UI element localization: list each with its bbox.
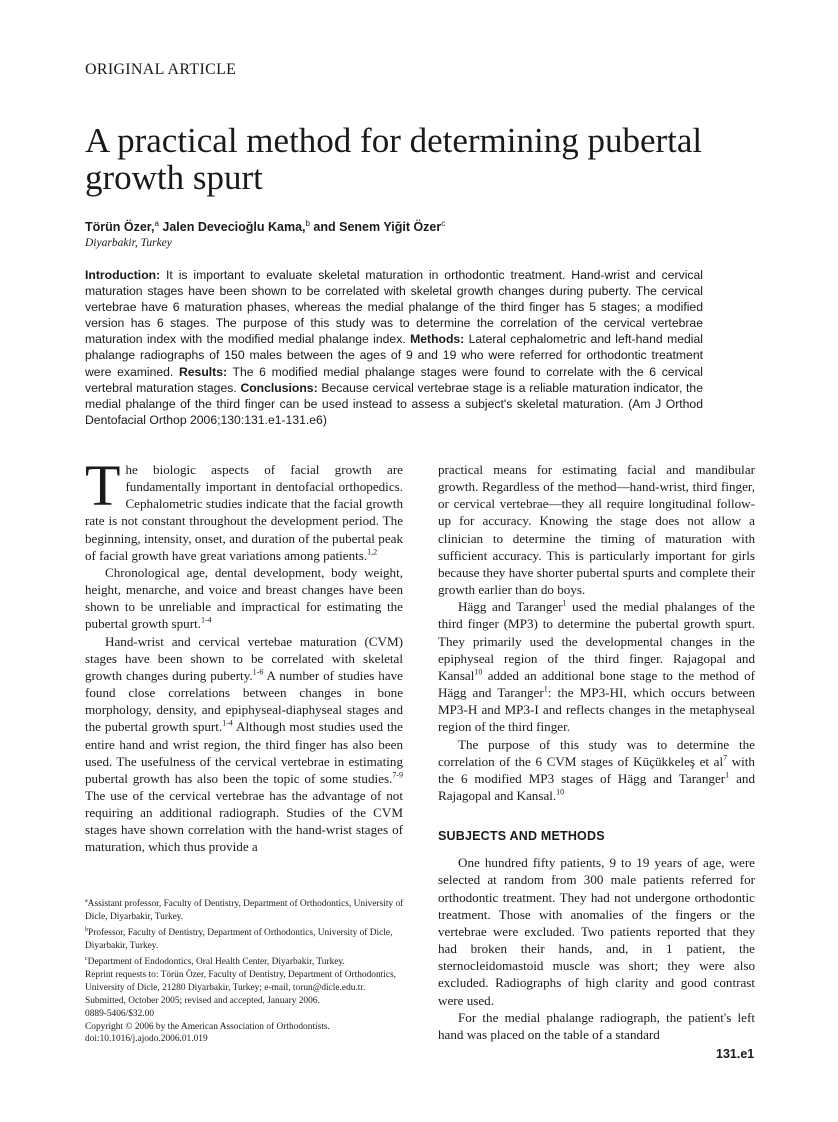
footnote-mark: c <box>85 955 88 962</box>
paragraph-text: A number of studies have found close correlations between changes in bone morphology, density, and epiphyseal-diaphyseal stages and the pubertal growth spurt. <box>85 667 403 735</box>
footnote <box>85 1021 405 1034</box>
footnote-mark: b <box>85 926 88 933</box>
paragraph-text: For the medial phalange radiograph, the patient's left hand was placed on the table of a standard <box>438 1009 755 1042</box>
article-title: A practical method for determining pubertal growth spurt <box>85 121 703 197</box>
paragraph-text: he biologic aspects of facial growth are fundamentally important in dentofacial orthopedics. Cephalometric studies indicate that the facial growth rate is not constant throughout the development period. The beginning, intensity, onset, and duration of the pubertal peak of facial growth have great variations among patients. <box>85 462 403 563</box>
footnote <box>85 1033 405 1046</box>
footnote-text: Professor, Faculty of Dentistry, Department of Orthodontics, University of Dicle, Diyarbakir, Turkey. <box>85 928 393 951</box>
paragraph-text: Hand-wrist and cervical vertebae maturation (CVM) stages have been shown to be correlated with skeletal growth changes during puberty. <box>85 633 403 683</box>
body-column-right <box>438 461 755 1043</box>
abstract-text: Because cervical vertebrae stage is a reliable maturation indicator, the medial phalange of the third finger can be used instead to assess a subject's skeletal maturation. (Am J Orthod Dentofacial Orthop 2006;130:131.e1-131.e6) <box>85 380 703 427</box>
body-paragraph <box>438 598 755 735</box>
citation-ref: 7 <box>723 753 728 763</box>
citation-ref: 1 <box>562 598 567 608</box>
body-paragraph <box>85 633 403 856</box>
body-paragraph <box>438 1009 755 1043</box>
footnote <box>85 953 405 969</box>
citation-ref: 10 <box>556 787 565 797</box>
footnote-text: Submitted, October 2005; revised and accepted, January 2006. <box>85 995 320 1006</box>
body-column-left <box>85 453 403 856</box>
citation-ref: 1 <box>725 770 730 780</box>
footnote <box>85 995 405 1008</box>
paragraph-text: Although most studies used the entire hand and wrist region, the third finger has also been used. The usefulness of the cervical vertebrae in estimating pubertal growth has also been the topic of some studies. <box>85 719 403 786</box>
body-paragraph <box>85 564 403 633</box>
citation-ref: 1 <box>543 684 548 694</box>
author-list <box>85 219 445 234</box>
body-paragraph <box>438 461 755 598</box>
body-paragraph <box>438 854 755 1008</box>
footnotes <box>85 895 405 1046</box>
paragraph-text: with the 6 modified MP3 stages of Hägg and Taranger <box>438 753 755 786</box>
body-paragraph <box>438 736 755 805</box>
abstract-label: Results: <box>178 364 228 379</box>
abstract-label: Introduction: <box>85 268 161 282</box>
abstract-label: Conclusions: <box>240 380 318 395</box>
footnote <box>85 969 405 995</box>
footnote-text: Copyright © 2006 by the American Association of Orthodontists. <box>85 1021 330 1032</box>
footnote-text: Assistant professor, Faculty of Dentistry, Department of Orthodontics, University of Dicle, Diyarbakir, Turkey. <box>85 899 404 923</box>
paragraph-text: : the MP3-HI, which occurs between MP3-H and MP3-I and reflects changes in the metaphyseal region of the third finger. <box>438 685 755 735</box>
paragraph-text: and Rajagopal and Kansal. <box>438 770 755 803</box>
footnote <box>85 1008 405 1021</box>
author-name: Törün Özer, <box>85 220 155 235</box>
paragraph-text: used the medial phalanges of the third finger (MP3) to determine the pubertal growth spurt. They primarily used the developmental changes in the epiphyseal region of the third finger. Rajagopal and Kansal <box>438 599 755 683</box>
paragraph-text: practical means for estimating facial and mandibular growth. Regardless of the method—hand-wrist, third finger, or cervical vertebrae—they all require longitudinal follow-up for accuracy. Knowing the stage does not allow a clinician to determine the timing of maturation with sufficient accuracy. This is particularly important for girls because they have shorter pubertal spurts and complete their growth earlier than do boys. <box>438 462 755 598</box>
citation-ref: 1,2 <box>367 547 378 557</box>
author-affiliation-mark: b <box>305 219 310 228</box>
page-number: 131.e1 <box>716 1047 755 1061</box>
citation-ref: 10 <box>474 667 483 677</box>
drop-cap: T <box>85 453 121 518</box>
citation-ref: 1-6 <box>252 667 264 677</box>
citation-ref: 1-4 <box>201 616 212 626</box>
author-affiliation-mark: c <box>441 219 446 228</box>
footnote-text: Department of Endodontics, Oral Health Center, Diyarbakir, Turkey. <box>87 957 345 967</box>
footnote-text: Reprint requests to: Törün Özer, Faculty of Dentistry, Department of Orthodontics, University of Dicle, 21280 Diyarbakir, Turkey; e-mail, torun@dicle.edu.tr. <box>85 969 397 993</box>
author-affiliation-mark: a <box>154 219 159 228</box>
footnote-mark: a <box>85 898 88 904</box>
body-paragraph <box>85 453 403 564</box>
citation-ref: 1-4 <box>222 718 233 728</box>
author-location: Diyarbakir, Turkey <box>85 237 172 249</box>
paragraph-text: The use of the cervical vertebrae has the advantage of not requiring an additional radiograph. Studies of the CVM stages have shown correlation with the hand-wrist stages of maturation, which thus provide a <box>85 787 403 855</box>
paragraph-text: Hägg and Taranger <box>458 599 563 615</box>
paragraph-text: One hundred fifty patients, 9 to 19 years of age, were selected at random from 300 male patients referred for orthodontic treatment. They had not undergone orthodontic treatment. Those with anomalies of the fingers or the vertebrae were excluded. Two patients reported that they had broken their hands, and, in 1 patient, the sternocleidomastoid muscle was short; they were also excluded. Radiographs of high clarity and good contrast were used. <box>438 855 755 1008</box>
author-name: and Senem Yiğit Özer <box>309 220 442 235</box>
paragraph-text: The purpose of this study was to determine the correlation of the 6 CVM stages of Küçükkeleş et al <box>438 736 755 769</box>
citation-ref: 7-9 <box>392 770 403 780</box>
section-label: ORIGINAL ARTICLE <box>85 61 237 78</box>
abstract-text: The 6 modified medial phalange stages were found to correlate with the 6 cervical vertebral maturation stages. <box>85 364 704 395</box>
abstract-text: Lateral cephalometric and left-hand medial phalange radiographs of 150 males between the ages of 9 and 19 who were referred for orthodontic treatment were examined. <box>85 332 703 379</box>
paragraph-text: added an additional bone stage to the method of Hägg and Taranger <box>438 667 755 701</box>
footnote-text: 0889-5406/$32.00 <box>85 1008 155 1019</box>
abstract-text: It is important to evaluate skeletal maturation in orthodontic treatment. Hand-wrist and cervical maturation stages have been shown to be correlated with skeletal growth changes during puberty. The cervical vertebrae have 6 maturation phases, whereas the medial phalange of the third finger has 5 stages; a modified version has 6 stages. The purpose of this study was to determine the correlation of the cervical vertebrae maturation index with the modified medial phalange index. <box>85 268 703 347</box>
abstract <box>85 267 703 428</box>
paragraph-text: Chronological age, dental development, body weight, height, menarche, and voice and breast changes have been shown to be unreliable and impractical for estimating the pubertal growth spurt. <box>85 564 403 632</box>
section-heading: SUBJECTS AND METHODS <box>438 829 605 844</box>
footnote <box>85 895 405 924</box>
author-name: Jalen Devecioğlu Kama, <box>158 220 306 235</box>
footnote <box>85 924 405 953</box>
abstract-label: Methods: <box>410 332 465 347</box>
footnote-text: doi:10.1016/j.ajodo.2006.01.019 <box>85 1034 208 1045</box>
